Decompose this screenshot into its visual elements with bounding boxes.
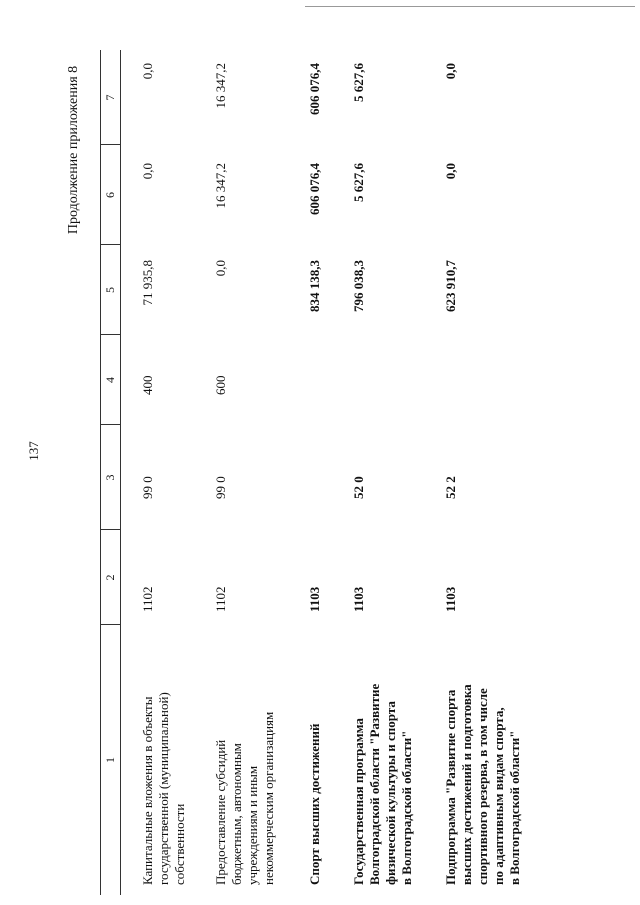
cell-section: 1103 xyxy=(351,586,366,612)
cell-amount-5: 0,0 xyxy=(213,260,228,277)
column-header-7: 7 xyxy=(103,94,117,101)
cell-section: 1103 xyxy=(443,586,458,612)
cell-section: 1102 xyxy=(140,586,155,612)
cell-amount-7: 16 347,2 xyxy=(213,63,228,109)
page-number: 137 xyxy=(26,441,41,461)
cell-amount-6: 0,0 xyxy=(443,163,458,180)
cell-amount-6: 5 627,6 xyxy=(351,163,366,202)
cell-amount-6: 0,0 xyxy=(140,163,155,180)
cell-amount-5: 834 138,3 xyxy=(307,260,322,312)
cell-amount-7: 0,0 xyxy=(443,63,458,80)
cell-amount-7: 0,0 xyxy=(140,63,155,80)
continuation-caption: Продолжение приложения 8 xyxy=(66,65,81,235)
cell-target: 99 0 xyxy=(140,476,155,499)
cell-amount-7: 5 627,6 xyxy=(351,63,366,102)
cell-amount-5: 623 910,7 xyxy=(443,260,458,312)
table-row-name: Подпрограмма "Развитие спорта высших достижений и подготовка спортивного резерва, в том числе по адаптивным видам спорта, в Волгоградской области" xyxy=(443,684,522,885)
table-top-rule xyxy=(100,50,101,895)
table-row-name: Капитальные вложения в объекты государственной (муниципальной) собственности xyxy=(140,692,187,885)
cell-amount-6: 606 076,4 xyxy=(307,163,322,215)
column-header-4: 4 xyxy=(103,377,117,383)
table-row-name: Государственная программа Волгоградской области "Развитие физической культуры и спорта в Волгоградской области" xyxy=(351,683,414,885)
table-row-name: Предоставление субсидий бюджетным, автономным учреждениям и иным некоммерческим организациям xyxy=(213,711,276,885)
cell-amount-7: 606 076,4 xyxy=(307,63,322,115)
column-header-3: 3 xyxy=(103,474,117,481)
cell-section: 1102 xyxy=(213,586,228,612)
cell-expense-type: 400 xyxy=(140,375,155,395)
top-border-line xyxy=(305,6,635,7)
column-header-2: 2 xyxy=(103,574,117,581)
table-row-name: Спорт высших достижений xyxy=(307,723,322,885)
column-header-6: 6 xyxy=(103,192,117,198)
column-header-1: 1 xyxy=(103,757,117,763)
cell-section: 1103 xyxy=(307,586,322,612)
cell-amount-5: 796 038,3 xyxy=(351,260,366,312)
budget-table xyxy=(100,50,640,895)
cell-target: 99 0 xyxy=(213,476,228,499)
cell-target: 52 0 xyxy=(351,476,366,499)
cell-expense-type: 600 xyxy=(213,375,228,395)
cell-target: 52 2 xyxy=(443,476,458,499)
cell-amount-6: 16 347,2 xyxy=(213,163,228,209)
cell-amount-5: 71 935,8 xyxy=(140,260,155,306)
column-header-5: 5 xyxy=(103,287,117,293)
header-bottom-rule xyxy=(120,50,121,895)
